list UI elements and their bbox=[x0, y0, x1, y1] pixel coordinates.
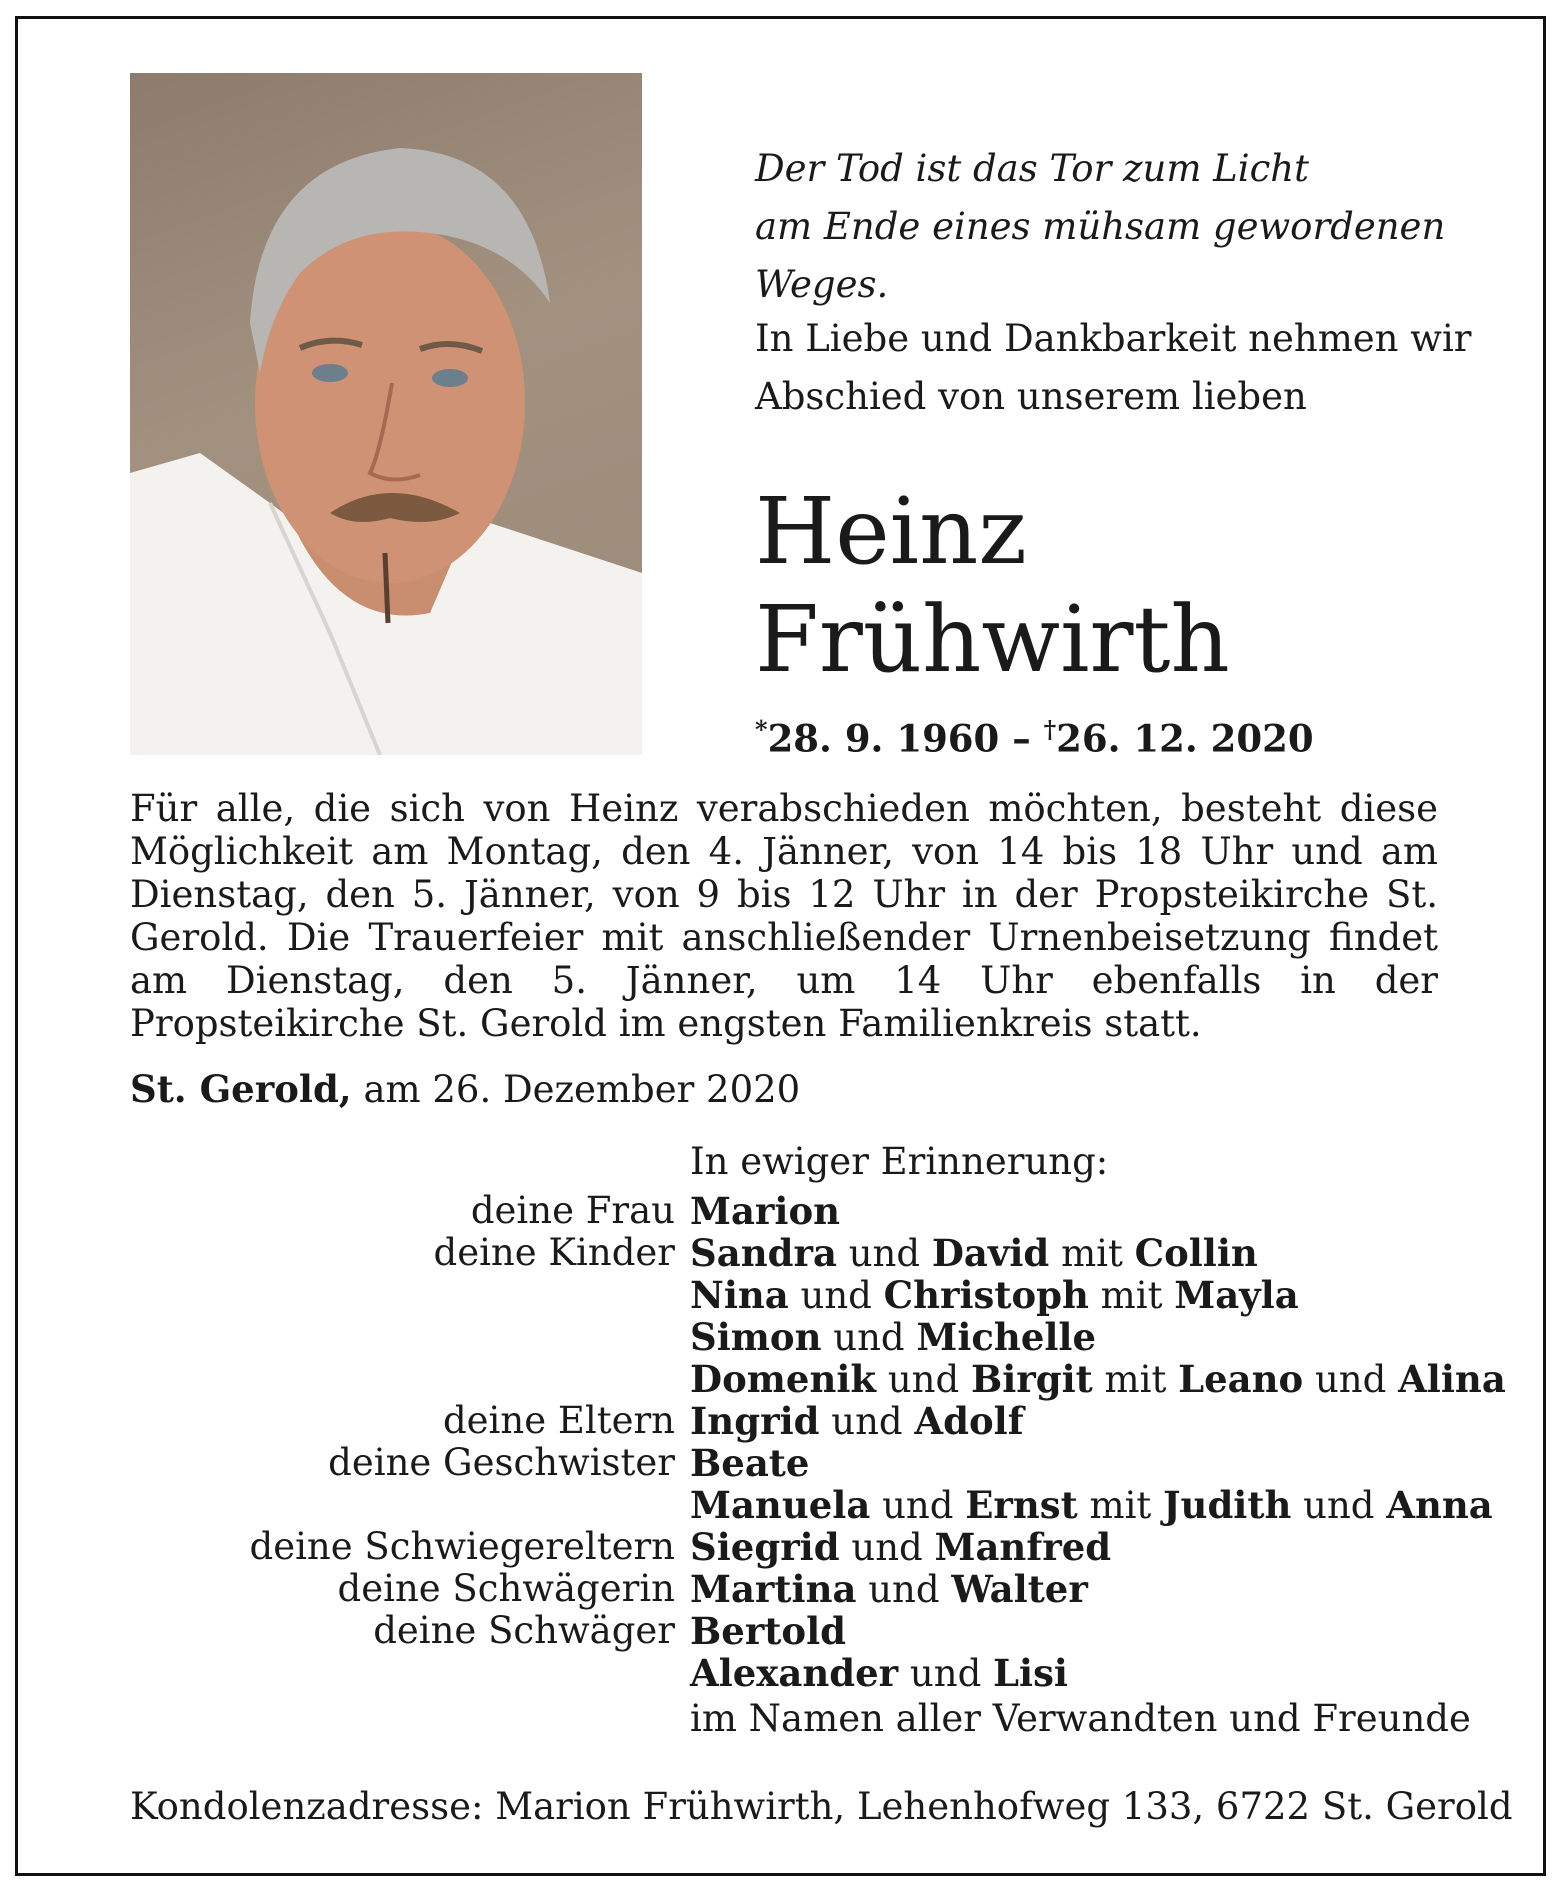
family-connector: mit bbox=[1049, 1232, 1135, 1275]
family-row bbox=[0, 1568, 1567, 1610]
quote-line: Der Tod ist das Tor zum Licht bbox=[755, 147, 1310, 190]
family-connector: und bbox=[898, 1652, 994, 1695]
family-member-name: Anna bbox=[1386, 1483, 1493, 1527]
family-row bbox=[0, 1274, 1567, 1316]
family-member-name: Ingrid bbox=[690, 1399, 820, 1443]
family-names bbox=[690, 1610, 846, 1653]
family-member-name: Nina bbox=[690, 1273, 789, 1317]
family-connector: mit bbox=[1092, 1358, 1179, 1401]
family-member-name: Mayla bbox=[1174, 1273, 1299, 1317]
family-connector: mit bbox=[1088, 1274, 1175, 1317]
intro-line: Abschied von unserem lieben bbox=[755, 375, 1307, 418]
family-member-name: Beate bbox=[690, 1441, 810, 1485]
birth-date: 28. 9. 1960 bbox=[767, 716, 1000, 761]
family-connector: und bbox=[876, 1358, 971, 1401]
family-row bbox=[0, 1484, 1567, 1526]
family-row bbox=[0, 1232, 1567, 1274]
family-connector: und bbox=[856, 1568, 952, 1611]
family-relation-label: deine Frau bbox=[470, 1189, 675, 1232]
death-symbol: † bbox=[1043, 715, 1057, 744]
family-member-name: Domenik bbox=[690, 1357, 877, 1401]
ceremony-text: Für alle, die sich von Heinz verabschieden möchten, besteht diese Möglichkeit am Montag, den 4. Jänner, von 14 bis 18 Uhr und am Dienstag, den 5. Jänner, von 9 bis 12 Uhr in der Propsteikirche St. Gerold. Die Trauerfeier mit anschließender Urnenbeisetzung findet am Dienstag, den 5. Jänner, um 14 Uhr ebenfalls in der Propsteikirche St. Gerold im engsten Familienkreis statt. bbox=[130, 787, 1438, 1045]
family-names bbox=[690, 1316, 1096, 1359]
family-relation-label: deine Schwägerin bbox=[337, 1567, 675, 1610]
closing-line: im Namen aller Verwandten und Freunde bbox=[690, 1697, 1471, 1740]
family-names bbox=[690, 1358, 1506, 1401]
family-member-name: Manfred bbox=[934, 1525, 1112, 1569]
portrait-icon bbox=[130, 73, 642, 755]
family-names bbox=[690, 1400, 1024, 1443]
family-member-name: Bertold bbox=[690, 1609, 847, 1653]
family-names bbox=[690, 1652, 1068, 1695]
family-row bbox=[0, 1610, 1567, 1652]
family-connector: und bbox=[839, 1526, 935, 1569]
family-member-name: Christoph bbox=[883, 1273, 1089, 1317]
family-member-name: Martina bbox=[690, 1567, 857, 1611]
place-city: St. Gerold, bbox=[130, 1067, 352, 1111]
family-relation-label: deine Eltern bbox=[442, 1399, 675, 1442]
family-member-name: Leano bbox=[1178, 1357, 1304, 1401]
family-row bbox=[0, 1526, 1567, 1568]
first-name: Heinz bbox=[755, 478, 1027, 585]
family-member-name: Siegrid bbox=[690, 1525, 840, 1569]
family-connector: und bbox=[1303, 1358, 1399, 1401]
place-date-text: am 26. Dezember 2020 bbox=[351, 1068, 801, 1111]
family-member-name: Marion bbox=[690, 1189, 841, 1233]
family-names bbox=[690, 1442, 809, 1485]
family-relation-label: deine Geschwister bbox=[328, 1441, 675, 1484]
family-member-name: Judith bbox=[1163, 1483, 1292, 1527]
family-member-name: Adolf bbox=[914, 1399, 1024, 1443]
family-member-name: Manuela bbox=[690, 1483, 871, 1527]
family-row bbox=[0, 1442, 1567, 1484]
family-list bbox=[0, 1190, 1567, 1694]
birth-symbol: * bbox=[755, 715, 768, 744]
family-relation-label: deine Kinder bbox=[433, 1231, 675, 1274]
family-member-name: Alexander bbox=[690, 1651, 899, 1695]
family-row bbox=[0, 1400, 1567, 1442]
family-connector: und bbox=[788, 1274, 884, 1317]
life-dates bbox=[755, 715, 1314, 760]
family-member-name: Lisi bbox=[993, 1651, 1068, 1695]
portrait-photo bbox=[130, 73, 642, 755]
family-member-name: Collin bbox=[1134, 1231, 1258, 1275]
family-row bbox=[0, 1316, 1567, 1358]
family-connector: und bbox=[870, 1484, 966, 1527]
family-member-name: Walter bbox=[951, 1567, 1088, 1611]
family-names bbox=[690, 1274, 1299, 1317]
family-member-name: David bbox=[931, 1231, 1050, 1275]
condolence-address: Kondolenzadresse: Marion Frühwirth, Lehenhofweg 133, 6722 St. Gerold bbox=[130, 1785, 1513, 1828]
intro-text bbox=[755, 310, 1515, 426]
death-date: 26. 12. 2020 bbox=[1056, 716, 1314, 761]
date-dash: – bbox=[999, 716, 1044, 761]
family-connector: und bbox=[821, 1316, 917, 1359]
family-relation-label: deine Schwiegereltern bbox=[249, 1525, 675, 1568]
family-member-name: Sandra bbox=[690, 1231, 837, 1275]
quote bbox=[755, 140, 1515, 314]
last-name: Frühwirth bbox=[755, 586, 1230, 693]
family-member-name: Alina bbox=[1398, 1357, 1506, 1401]
family-connector: und bbox=[819, 1400, 915, 1443]
family-member-name: Michelle bbox=[916, 1315, 1097, 1359]
family-names bbox=[690, 1484, 1493, 1527]
family-names bbox=[690, 1526, 1111, 1569]
family-names bbox=[690, 1232, 1258, 1275]
intro-line: In Liebe und Dankbarkeit nehmen wir bbox=[755, 317, 1472, 360]
family-member-name: Ernst bbox=[965, 1483, 1078, 1527]
family-row bbox=[0, 1652, 1567, 1694]
quote-line: am Ende eines mühsam gewordenen Weges. bbox=[755, 205, 1446, 306]
deceased-name bbox=[755, 478, 1515, 694]
memory-heading: In ewiger Erinnerung: bbox=[690, 1140, 1109, 1183]
family-names bbox=[690, 1190, 840, 1233]
family-connector: mit bbox=[1077, 1484, 1164, 1527]
family-row bbox=[0, 1190, 1567, 1232]
place-date bbox=[130, 1067, 800, 1111]
family-connector: und bbox=[836, 1232, 932, 1275]
family-member-name: Simon bbox=[690, 1315, 822, 1359]
family-member-name: Birgit bbox=[970, 1357, 1093, 1401]
family-connector: und bbox=[1291, 1484, 1387, 1527]
family-relation-label: deine Schwäger bbox=[373, 1609, 675, 1652]
family-names bbox=[690, 1568, 1088, 1611]
family-row bbox=[0, 1358, 1567, 1400]
